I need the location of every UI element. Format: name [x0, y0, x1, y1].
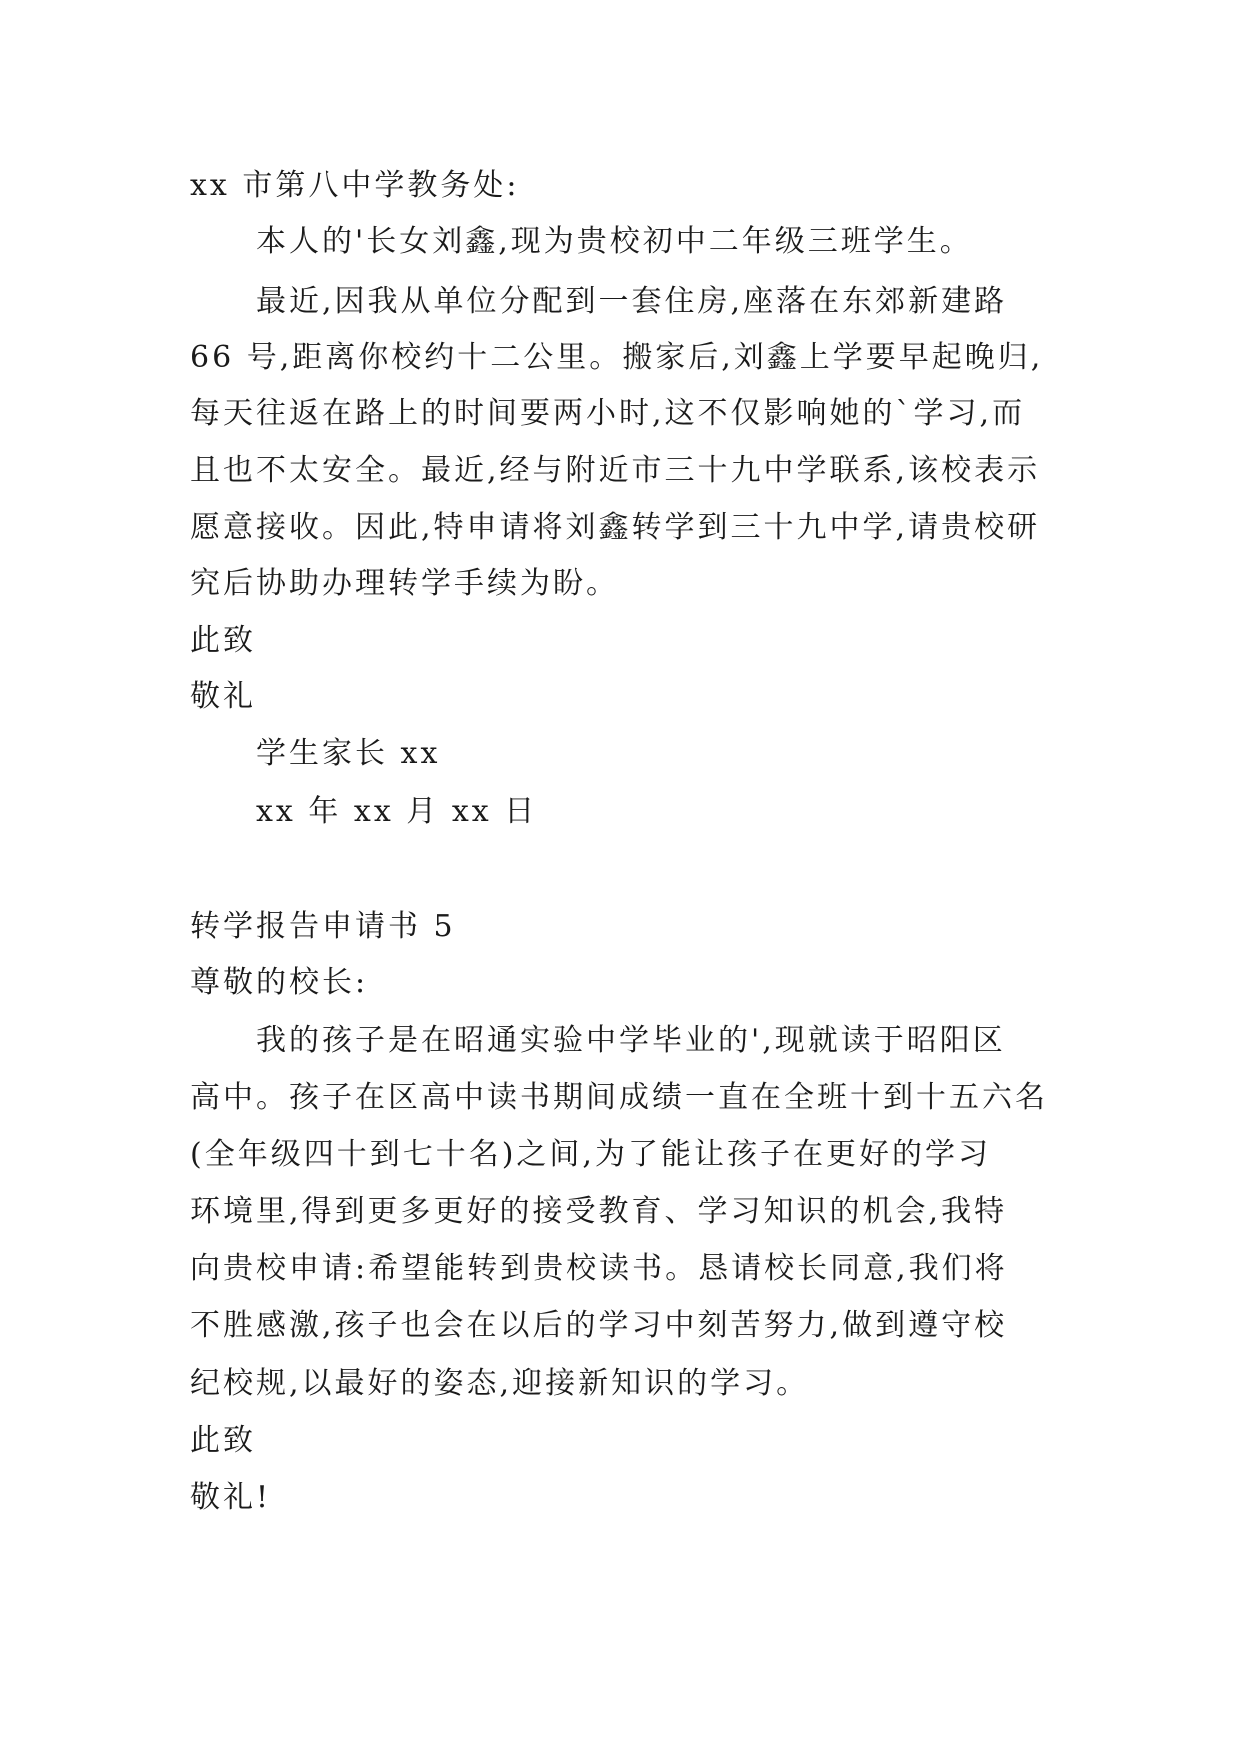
letter1-paragraph2-line: 66 号,距离你校约十二公里。搬家后,刘鑫上学要早起晚归, — [190, 340, 1044, 375]
letter1-date: xx 年 xx 月 xx 日 — [256, 794, 538, 829]
letter2-paragraph-line: 纪校规,以最好的姿态,迎接新知识的学习。 — [190, 1366, 810, 1401]
letter1-paragraph2-line: 最近,因我从单位分配到一套住房,座落在东郊新建路 — [256, 284, 1008, 319]
letter2-closing-jingli: 敬礼! — [190, 1480, 272, 1515]
letter1-closing-cizhi: 此致 — [190, 623, 256, 658]
letter2-paragraph-line: 不胜感激,孩子也会在以后的学习中刻苦努力,做到遵守校 — [190, 1308, 1008, 1343]
letter2-paragraph-line: 高中。孩子在区高中读书期间成绩一直在全班十到十五六名 — [190, 1080, 1048, 1115]
letter2-paragraph-line: (全年级四十到七十名)之间,为了能让孩子在更好的学习 — [190, 1137, 991, 1172]
letter2-salutation: 尊敬的校长: — [190, 965, 369, 1000]
letter2-paragraph-line: 向贵校申请:希望能转到贵校读书。恳请校长同意,我们将 — [190, 1251, 1008, 1286]
letter1-closing-jingli: 敬礼 — [190, 679, 256, 714]
letter2-paragraph-line: 环境里,得到更多更好的接受教育、学习知识的机会,我特 — [190, 1194, 1008, 1229]
letter1-paragraph2-line: 究后协助办理转学手续为盼。 — [190, 566, 619, 601]
letter1-paragraph2-line: 每天往返在路上的时间要两小时,这不仅影响她的`学习,而 — [190, 396, 1026, 431]
letter2-closing-cizhi: 此致 — [190, 1423, 256, 1458]
letter2-title: 转学报告申请书 5 — [190, 909, 456, 944]
letter1-paragraph2-line: 且也不太安全。最近,经与附近市三十九中学联系,该校表示 — [190, 453, 1041, 488]
letter1-salutation: xx 市第八中学教务处: — [190, 168, 520, 203]
letter2-paragraph-line: 我的孩子是在昭通实验中学毕业的',现就读于昭阳区 — [256, 1023, 1006, 1058]
letter1-paragraph2-line: 愿意接收。因此,特申请将刘鑫转学到三十九中学,请贵校研 — [190, 510, 1041, 545]
letter1-signature: 学生家长 xx — [256, 736, 441, 771]
letter1-paragraph1: 本人的'长女刘鑫,现为贵校初中二年级三班学生。 — [256, 224, 973, 259]
